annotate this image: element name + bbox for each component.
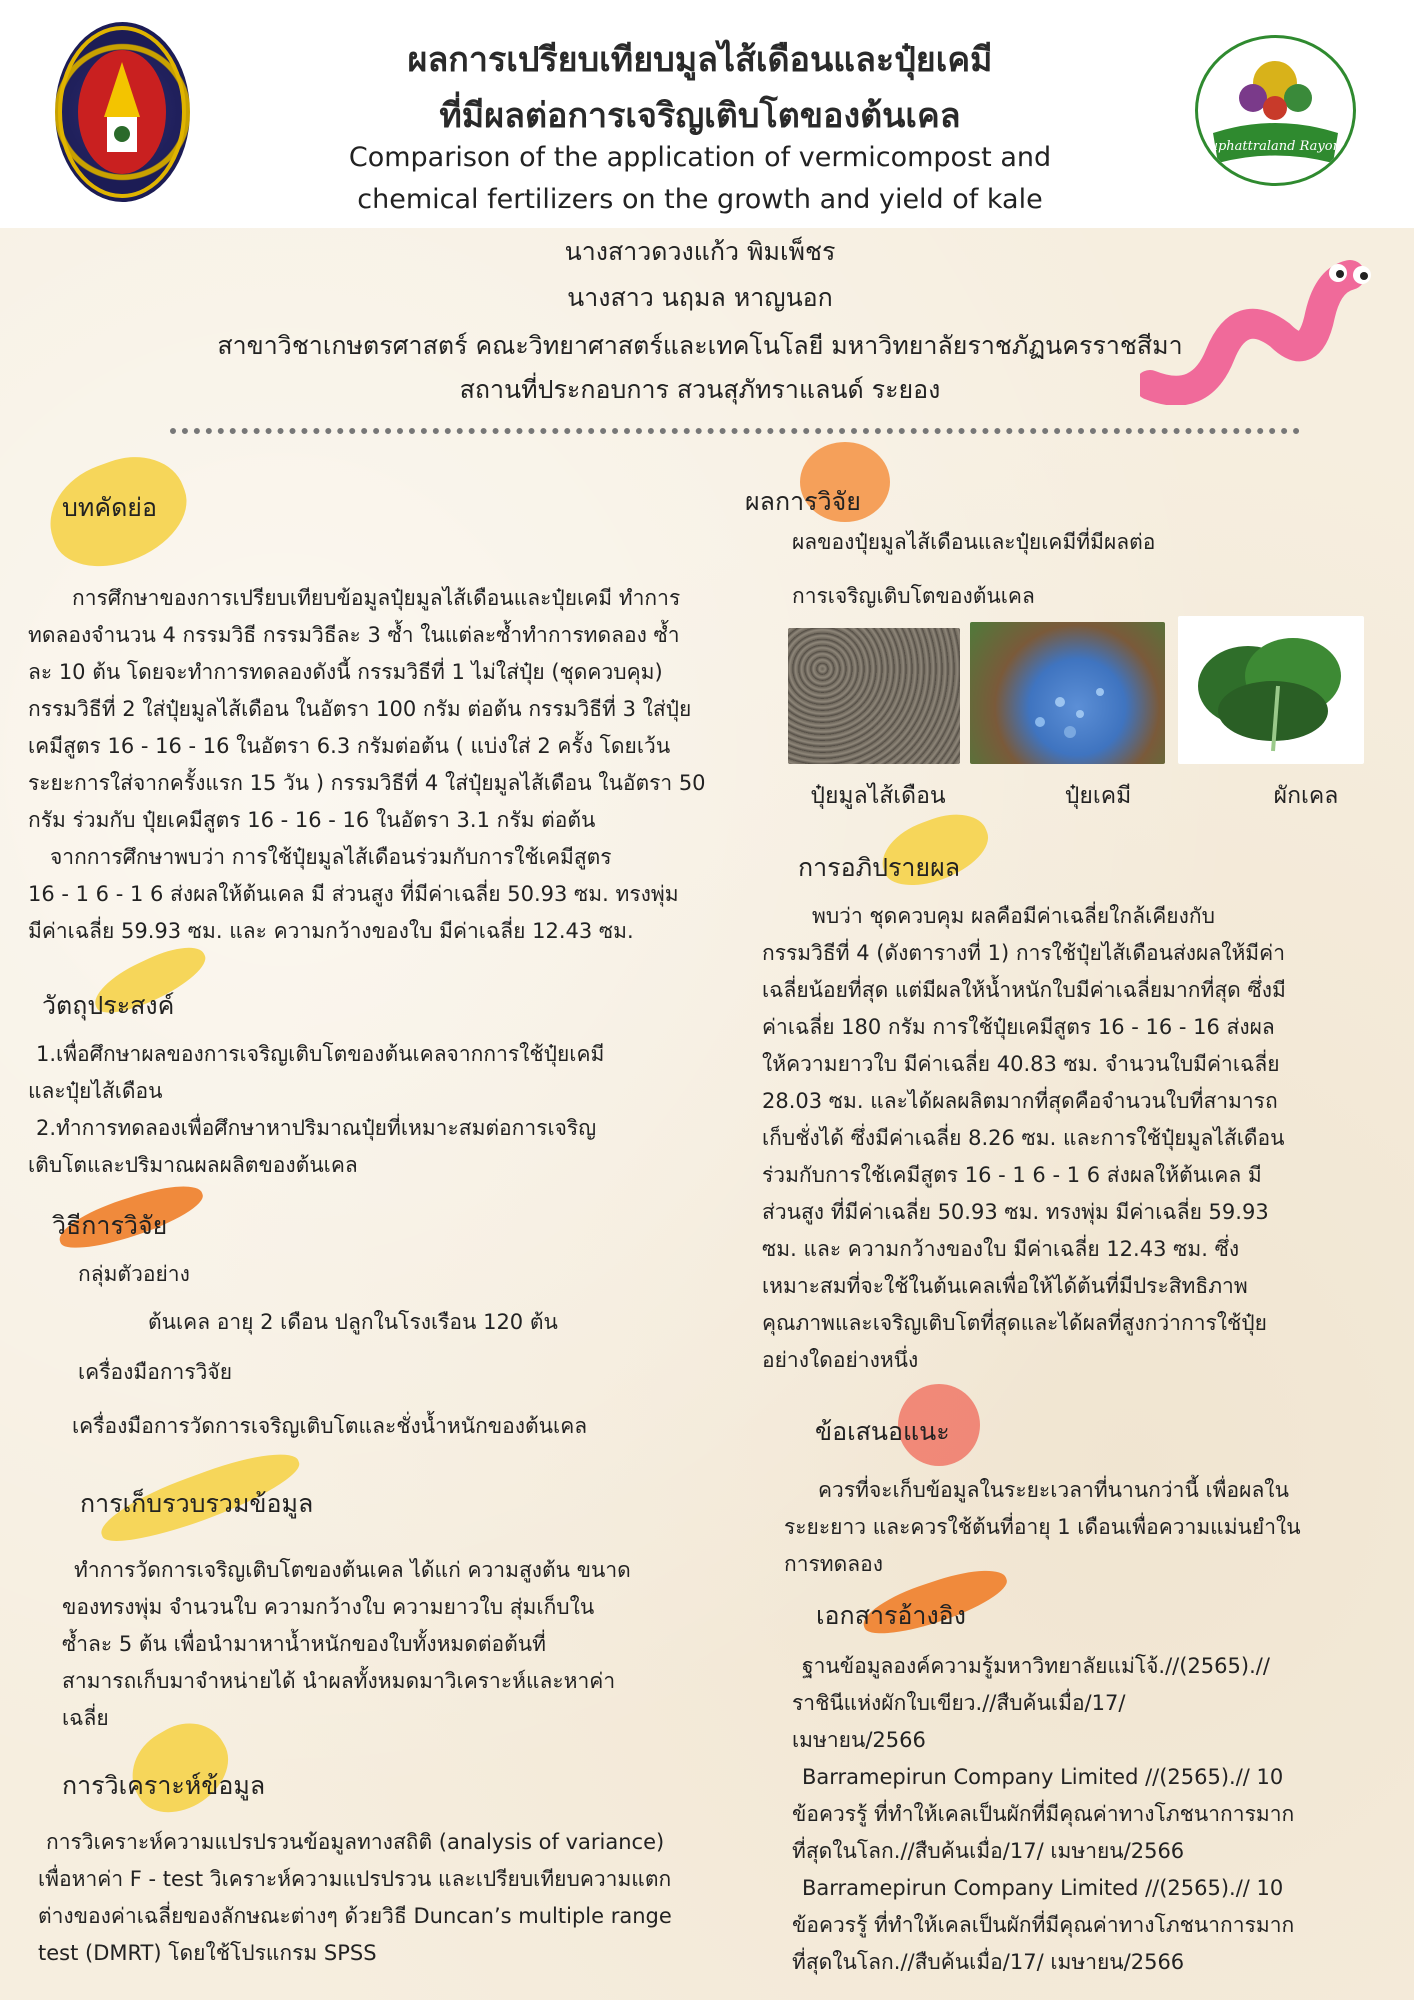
collection-heading: การเก็บรวบรวมข้อมูล bbox=[80, 1489, 314, 1518]
reference-line: ฐานข้อมูลองค์ความรู้มหาวิทยาลัยแม่โจ้.//(2565).// bbox=[802, 1654, 1270, 1678]
kale-photo bbox=[1178, 616, 1364, 764]
sample-label: กลุ่มตัวอย่าง bbox=[78, 1262, 190, 1286]
reference-line: ที่สุดในโลก.//สืบค้นเมื่อ/17/ เมษายน/2566 bbox=[792, 1950, 1185, 1974]
discussion-line: พบว่า ชุดควบคุม ผลคือมีค่าเฉลี่ยใกล้เคียงกับ bbox=[812, 904, 1215, 928]
reference-line: เมษายน/2566 bbox=[792, 1728, 926, 1752]
discussion-line: ส่วนสูง ที่มีค่าเฉลี่ย 50.93 ซม. ทรงพุ่ม มีค่าเฉลี่ย 59.93 bbox=[762, 1200, 1269, 1224]
chemical-fertilizer-photo bbox=[970, 622, 1165, 764]
vermicompost-photo bbox=[788, 628, 960, 764]
analysis-line: การวิเคราะห์ความแปรปรวนข้อมูลทางสถิติ (analysis of variance) bbox=[46, 1830, 665, 1854]
references-body bbox=[792, 1648, 1392, 1981]
collection-line: เฉลี่ย bbox=[62, 1706, 109, 1730]
suggestion-line: ระยะยาว และควรใช้ต้นที่อายุ 1 เดือนเพื่อความแม่นยำใน bbox=[784, 1515, 1301, 1539]
reference-line: ข้อควรรู้ ที่ทำให้เคลเป็นผักที่มีคุณค่าทางโภชนาการมาก bbox=[792, 1913, 1295, 1937]
objectives-body bbox=[28, 1036, 788, 1184]
logo-right-text: Suphattraland Rayong bbox=[1200, 139, 1350, 154]
discussion-line: ให้ความยาวใบ มีค่าเฉลี่ย 40.83 ซม. จำนวนใบมีค่าเฉลี่ย bbox=[762, 1052, 1280, 1076]
abstract-line: ทดลองจำนวน 4 กรรมวิธี กรรมวิธีละ 3 ซ้ำ ในแต่ละซ้ำทำการทดลอง ซ้ำ bbox=[28, 623, 680, 647]
objective-line: 1.เพื่อศึกษาผลของการเจริญเติบโตของต้นเคลจากการใช้ปุ๋ยเคมี bbox=[36, 1042, 605, 1066]
objective-line: และปุ๋ยไส้เดือน bbox=[28, 1079, 163, 1103]
objective-line: 2.ทำการทดลองเพื่อศึกษาหาปริมาณปุ๋ยที่เหมาะสมต่อการเจริญ bbox=[36, 1116, 597, 1140]
collection-body bbox=[62, 1552, 782, 1737]
author-2: นางสาว นฤมล หาญนอก bbox=[567, 283, 833, 312]
abstract-line: จากการศึกษาพบว่า การใช้ปุ๋ยมูลไส้เดือนร่วมกับการใช้เคมีสูตร bbox=[50, 845, 612, 869]
title-english-line-1: Comparison of the application of vermicompost and bbox=[348, 142, 1052, 173]
abstract-body bbox=[28, 580, 788, 950]
collection-line: ของทรงพุ่ม จำนวนใบ ความกว้างใบ ความยาวใบ สุ่มเก็บใน bbox=[62, 1595, 595, 1619]
title-english-line-2: chemical fertilizers on the growth and yield of kale bbox=[357, 184, 1043, 215]
analysis-line: เพื่อหาค่า F - test วิเคราะห์ความแปรปรวน และเปรียบเทียบความแตก bbox=[38, 1867, 672, 1891]
analysis-line: test (DMRT) โดยใช้โปรแกรม SPSS bbox=[38, 1941, 377, 1965]
abstract-line: มีค่าเฉลี่ย 59.93 ซม. และ ความกว้างของใบ มีค่าเฉลี่ย 12.43 ซม. bbox=[28, 919, 634, 943]
discussion-line: ซม. และ ความกว้างของใบ มีค่าเฉลี่ย 12.43 ซม. ซึ่ง bbox=[762, 1237, 1240, 1261]
suggestion-heading: ข้อเสนอแนะ bbox=[815, 1417, 950, 1446]
methods-heading: วิธีการวิจัย bbox=[52, 1211, 168, 1240]
collection-line: ซ้ำละ 5 ต้น เพื่อนำมาหาน้ำหนักของใบทั้งหมดต่อต้นที่ bbox=[62, 1632, 546, 1656]
caption-chemical-fertilizer: ปุ๋ยเคมี bbox=[1064, 783, 1132, 809]
reference-line: ข้อควรรู้ ที่ทำให้เคลเป็นผักที่มีคุณค่าทางโภชนาการมาก bbox=[792, 1802, 1295, 1826]
location: สถานที่ประกอบการ สวนสุภัทราแลนด์ ระยอง bbox=[459, 375, 941, 404]
abstract-line: 16 - 1 6 - 1 6 ส่งผลให้ต้นเคล มี ส่วนสูง ที่มีค่าเฉลี่ย 50.93 ซม. ทรงพุ่ม bbox=[28, 882, 679, 906]
suggestion-body bbox=[784, 1472, 1384, 1583]
suggestion-line: การทดลอง bbox=[784, 1552, 884, 1576]
objective-line: เติบโตและปริมาณผลผลิตของต้นเคล bbox=[28, 1153, 358, 1177]
results-subtitle-1: ผลของปุ๋ยมูลไส้เดือนและปุ๋ยเคมีที่มีผลต่อ bbox=[792, 530, 1156, 554]
tools-text: เครื่องมือการวัดการเจริญเติบโตและชั่งน้ำหนักของต้นเคล bbox=[72, 1414, 588, 1438]
worm-icon bbox=[1140, 255, 1380, 405]
analysis-heading: การวิเคราะห์ข้อมูล bbox=[62, 1771, 266, 1800]
reference-line: Barramepirun Company Limited //(2565).// 10 bbox=[802, 1765, 1284, 1789]
suphattraland-logo-icon bbox=[1195, 35, 1356, 186]
reference-line: ที่สุดในโลก.//สืบค้นเมื่อ/17/ เมษายน/2566 bbox=[792, 1839, 1185, 1863]
discussion-line: กรรมวิธีที่ 4 (ดังตารางที่ 1) การใช้ปุ๋ยไส้เดือนส่งผลให้มีค่า bbox=[762, 941, 1285, 965]
discussion-line: อย่างใดอย่างหนึ่ง bbox=[762, 1348, 919, 1372]
reference-line: ราชินีแห่งผักใบเขียว.//สืบค้นเมื่อ/17/ bbox=[792, 1691, 1126, 1715]
tools-label: เครื่องมือการวิจัย bbox=[78, 1360, 233, 1384]
discussion-line: ร่วมกับการใช้เคมีสูตร 16 - 1 6 - 1 6 ส่งผลให้ต้นเคล มี bbox=[762, 1163, 1262, 1187]
discussion-line: เก็บชั่งได้ ซึ่งมีค่าเฉลี่ย 8.26 ซม. และการใช้ปุ๋ยมูลไส้เดือน bbox=[762, 1126, 1285, 1150]
collection-line: ทำการวัดการเจริญเติบโตของต้นเคล ได้แก่ ความสูงต้น ขนาด bbox=[74, 1558, 631, 1582]
affiliation: สาขาวิชาเกษตรศาสตร์ คณะวิทยาศาสตร์และเทคโนโลยี มหาวิทยาลัยราชภัฏนครราชสีมา bbox=[217, 331, 1183, 360]
title-thai-line-1: ผลการเปรียบเทียบมูลไส้เดือนและปุ๋ยเคมี bbox=[407, 40, 993, 80]
suggestion-line: ควรที่จะเก็บข้อมูลในระยะเวลาที่นานกว่านี้ เพื่อผลใน bbox=[818, 1478, 1289, 1502]
abstract-line: ระยะการใส่จากครั้งแรก 15 วัน ) กรรมวิธีที่ 4 ใส่ปุ๋ยมูลไส้เดือน ในอัตรา 50 bbox=[28, 771, 706, 795]
abstract-line: กรรมวิธีที่ 2 ใส่ปุ๋ยมูลไส้เดือน ในอัตรา 100 กรัม ต่อต้น กรรมวิธีที่ 3 ใส่ปุ๋ย bbox=[28, 697, 692, 721]
collection-line: สามารถเก็บมาจำหน่ายได้ นำผลทั้งหมดมาวิเคราะห์และหาค่า bbox=[62, 1669, 616, 1693]
sample-text: ต้นเคล อายุ 2 เดือน ปลูกในโรงเรือน 120 ต้น bbox=[148, 1310, 558, 1334]
discussion-body bbox=[762, 898, 1382, 1379]
discussion-line: ค่าเฉลี่ย 180 กรัม การใช้ปุ๋ยเคมีสูตร 16 - 16 - 16 ส่งผล bbox=[762, 1015, 1275, 1039]
university-logo-icon bbox=[55, 22, 190, 202]
discussion-line: เฉลี่ยน้อยที่สุด แต่มีผลให้น้ำหนักใบมีค่าเฉลี่ยมากที่สุด ซึ่งมี bbox=[762, 978, 1286, 1002]
author-1: นางสาวดวงแก้ว พิมเพ็ชร bbox=[564, 237, 836, 266]
discussion-line: เหมาะสมที่จะใช้ในต้นเคลเพื่อให้ได้ต้นที่มีประสิทธิภาพ bbox=[762, 1274, 1248, 1298]
discussion-heading: การอภิปรายผล bbox=[798, 853, 961, 882]
caption-kale: ผักเคล bbox=[1273, 783, 1339, 809]
title-thai-line-2: ที่มีผลต่อการเจริญเติบโตของต้นเคล bbox=[439, 96, 961, 136]
discussion-line: 28.03 ซม. และได้ผลผลิตมากที่สุดคือจำนวนใบที่สามารถ bbox=[762, 1089, 1278, 1113]
caption-vermicompost: ปุ๋ยมูลไส้เดือน bbox=[810, 783, 946, 809]
results-subtitle-2: การเจริญเติบโตของต้นเคล bbox=[792, 584, 1035, 608]
analysis-line: ต่างของค่าเฉลี่ยของลักษณะต่างๆ ด้วยวิธี Duncan’s multiple range bbox=[38, 1904, 672, 1928]
analysis-body bbox=[38, 1824, 798, 1972]
discussion-line: คุณภาพและเจริญเติบโตที่สุดและได้ผลที่สูงกว่าการใช้ปุ๋ย bbox=[762, 1311, 1267, 1335]
abstract-line: เคมีสูตร 16 - 16 - 16 ในอัตรา 6.3 กรัมต่อต้น ( แบ่งใส่ 2 ครั้ง โดยเว้น bbox=[28, 734, 671, 758]
objectives-heading: วัตถุประสงค์ bbox=[42, 991, 175, 1020]
abstract-heading: บทคัดย่อ bbox=[62, 493, 157, 522]
reference-line: Barramepirun Company Limited //(2565).// 10 bbox=[802, 1876, 1284, 1900]
abstract-line: ละ 10 ต้น โดยจะทำการทดลองดังนี้ กรรมวิธีที่ 1 ไม่ใส่ปุ๋ย (ชุดควบคุม) bbox=[28, 660, 663, 684]
dotted-divider bbox=[170, 428, 1300, 434]
results-heading: ผลการวิจัย bbox=[745, 487, 861, 516]
abstract-line: การศึกษาของการเปรียบเทียบข้อมูลปุ๋ยมูลไส้เดือนและปุ๋ยเคมี ทำการ bbox=[72, 586, 681, 610]
references-heading: เอกสารอ้างอิง bbox=[816, 1601, 966, 1630]
abstract-line: กรัม ร่วมกับ ปุ๋ยเคมีสูตร 16 - 16 - 16 ในอัตรา 3.1 กรัม ต่อต้น bbox=[28, 808, 596, 832]
